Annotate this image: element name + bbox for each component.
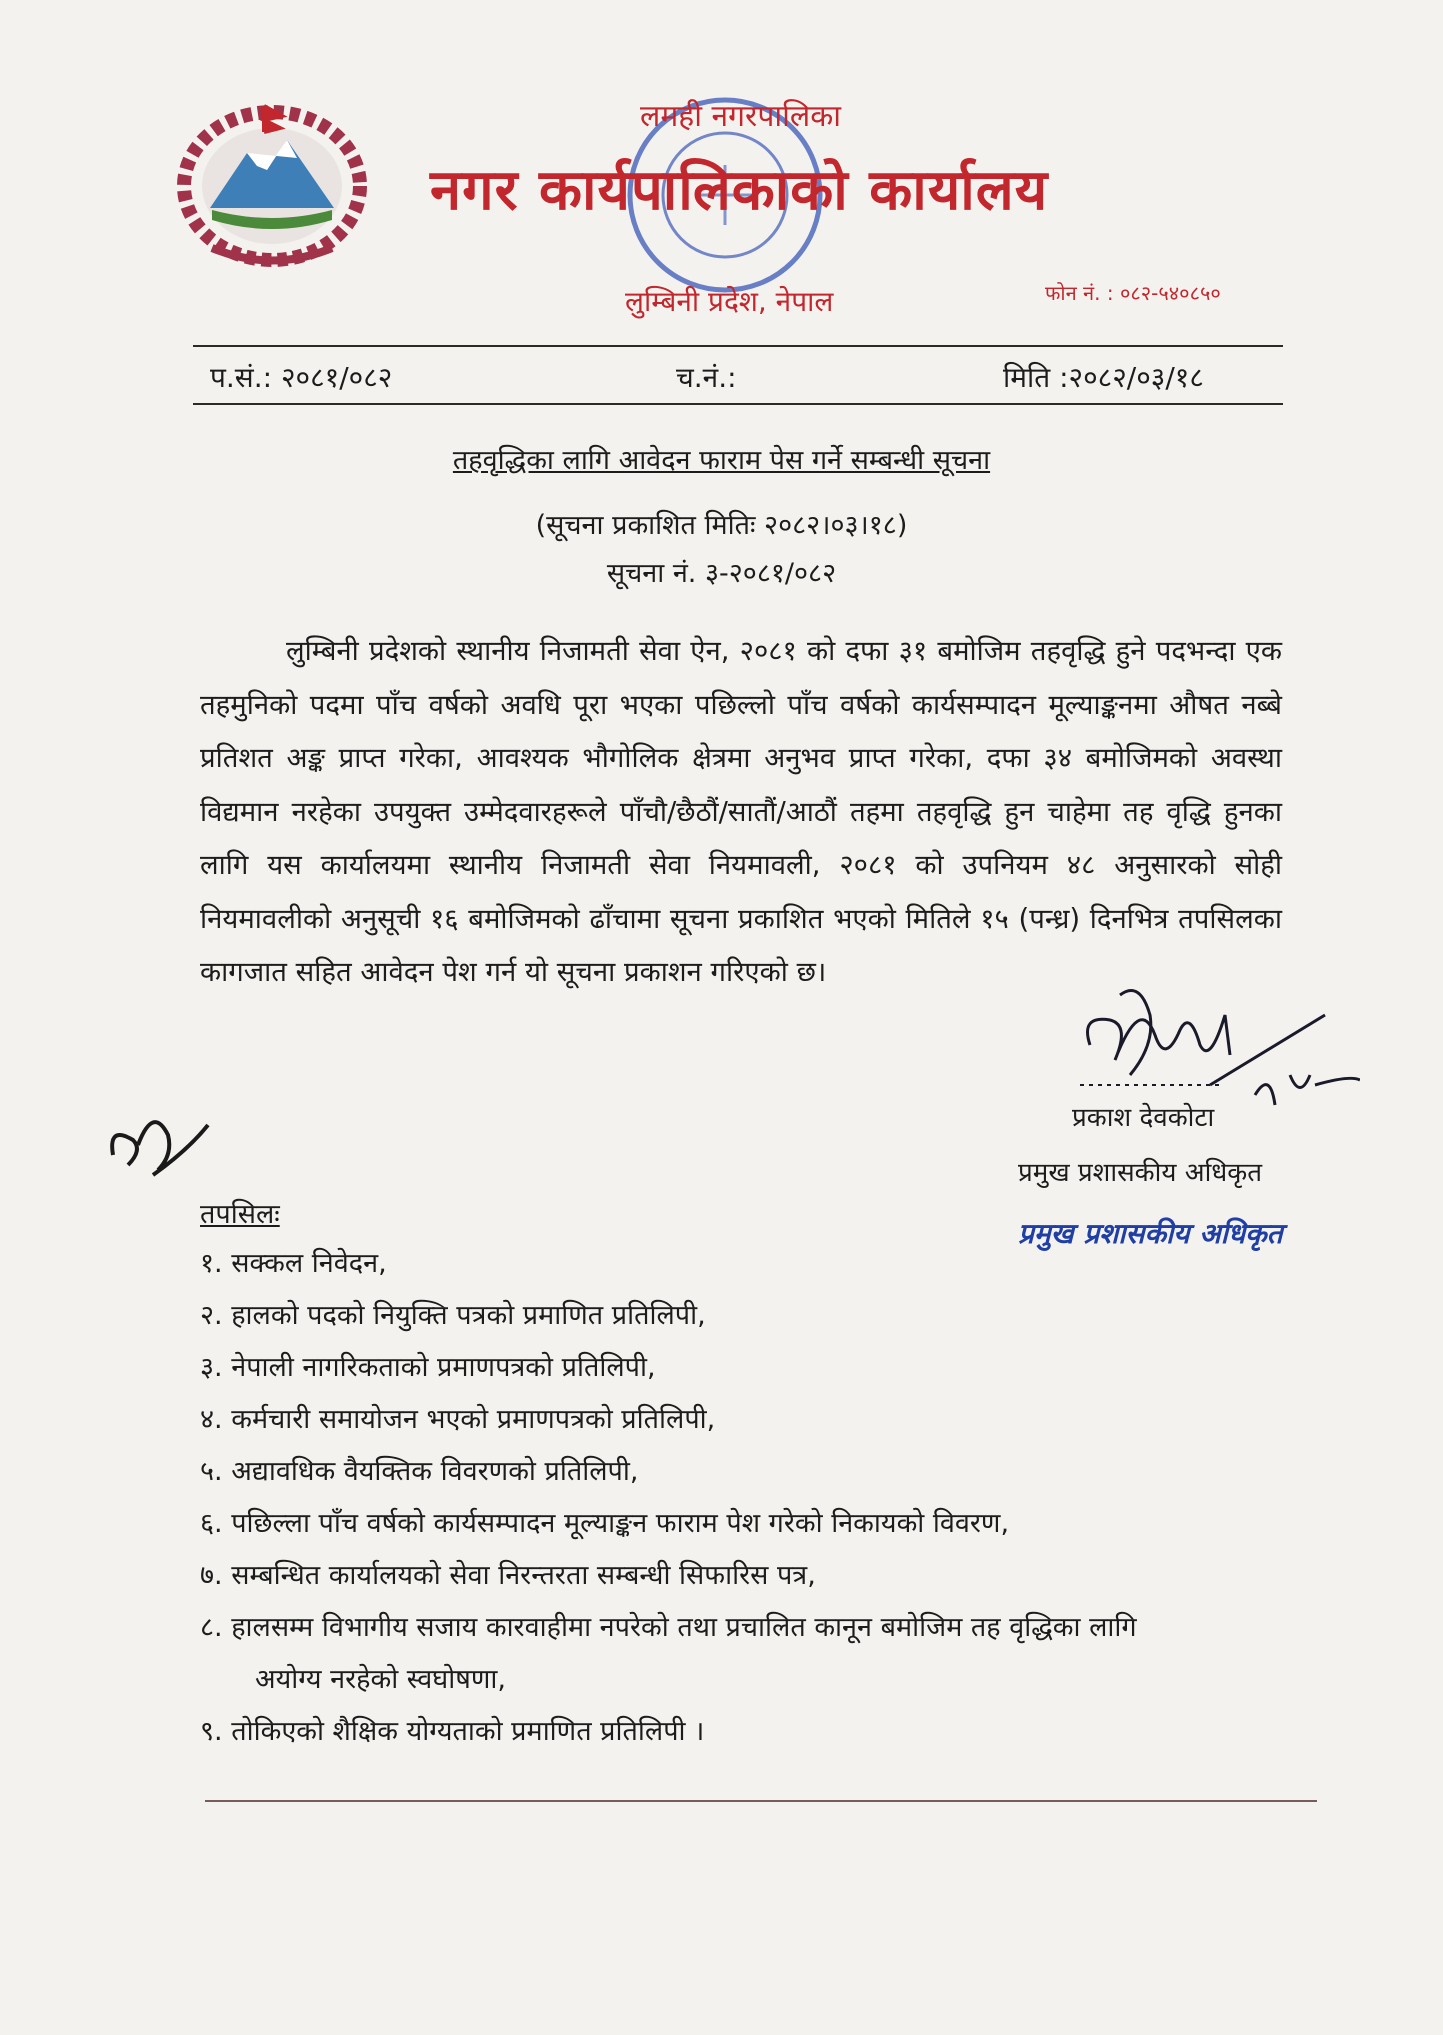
nepal-emblem-icon: [172, 98, 372, 268]
list-item: [200, 1654, 1290, 1706]
letter-number: प.सं.: २०८१/०८२: [210, 361, 393, 394]
header-rule-bottom: [193, 403, 1283, 405]
schedule-label: तपसिलः: [200, 1199, 280, 1230]
notice-body: लुम्बिनी प्रदेशको स्थानीय निजामती सेवा ऐन, २०८१ को दफा ३१ बमोजिम तहवृद्धि हुने पदभन्दा एक तहमुनिको पदमा पाँच वर्षको अवधि पूरा भएका पछिल्लो पाँच वर्षको कार्यसम्पादन मूल्याङ्कनमा औषत नब्बे प्रतिशत अङ्क प्राप्त गरेका, आवश्यक भौगोलिक क्षेत्रमा अनुभव प्राप्त गरेका, दफा ३४ बमोजिमको अवस्था विद्यमान नरहेका उपयुक्त उम्मेदवारहरूले पाँचौ/छैठौं/सातौं/आठौं तहमा तहवृद्धि हुन चाहेमा तह वृद्धि हुनका लागि यस कार्यालयमा स्थानीय निजामती सेवा नियमावली, २०८१ को उपनियम ४८ अनुसारको सोही नियमावलीको अनुसूची १६ बमोजिमको ढाँचामा सूचना प्रकाशित भएको मितिले १५ (पन्ध्र) दिनभित्र तपसिलका कागजात सहित आवेदन पेश गर्न यो सूचना प्रकाशन गरिएको छ।: [200, 635, 1282, 988]
dispatch-number: च.नं.:: [676, 361, 737, 394]
letter-date: मिति :२०८२/०३/१८: [1003, 361, 1204, 394]
list-item-continuation: अयोग्य नरहेको स्वघोषणा,: [255, 1664, 506, 1695]
list-item: ९. तोकिएको शैक्षिक योग्यताको प्रमाणित प्रतिलिपी ।: [200, 1716, 705, 1747]
list-item: ५. अद्यावधिक वैयक्तिक विवरणको प्रतिलिपी,: [200, 1456, 639, 1487]
list-item: ६. पछिल्ला पाँच वर्षको कार्यसम्पादन मूल्याङ्कन फाराम पेश गरेको निकायको विवरण,: [200, 1508, 1010, 1539]
footer-rule: [205, 1800, 1317, 1802]
initials-icon: [98, 1095, 218, 1185]
municipality-name: लमही नगरपालिका: [640, 99, 842, 134]
list-item: १. सक्कल निवेदन,: [200, 1248, 387, 1279]
notice-title: तहवृद्धिका लागि आवेदन फाराम पेस गर्ने सम्बन्धी सूचना: [452, 445, 991, 476]
signatory-name: प्रकाश देवकोटा: [1072, 1103, 1215, 1133]
list-item: ४. कर्मचारी समायोजन भएको प्रमाणपत्रको प्रतिलिपी,: [200, 1404, 716, 1435]
header-rule-top: [193, 345, 1283, 347]
list-item: ७. सम्बन्धित कार्यालयको सेवा निरन्तरता सम्बन्धी सिफारिस पत्र,: [200, 1560, 816, 1591]
list-item: २. हालको पदको नियुक्ति पत्रको प्रमाणित प्रतिलिपी,: [200, 1300, 706, 1331]
notice-published-date: (सूचना प्रकाशित मितिः २०८२।०३।१८): [535, 510, 908, 541]
signatory-title: प्रमुख प्रशासकीय अधिकृत: [1018, 1158, 1263, 1188]
list-item: ८. हालसम्म विभागीय सजाय कारवाहीमा नपरेको तथा प्रचालित कानून बमोजिम तह वृद्धिका लागि: [200, 1612, 1137, 1643]
schedule-list: [200, 1238, 1290, 1758]
phone-number: फोन नं. : ०८२-५४०८५०: [1045, 281, 1221, 305]
notice-number: सूचना नं. ३-२०८१/०८२: [606, 558, 837, 589]
office-title: नगर कार्यपालिकाको कार्यालय: [430, 158, 1049, 223]
province-name: लुम्बिनी प्रदेश, नेपाल: [625, 285, 834, 318]
signatory-stamp: प्रमुख प्रशासकीय अधिकृत: [1018, 1217, 1283, 1250]
list-item: ३. नेपाली नागरिकताको प्रमाणपत्रको प्रतिलिपी,: [200, 1352, 656, 1383]
